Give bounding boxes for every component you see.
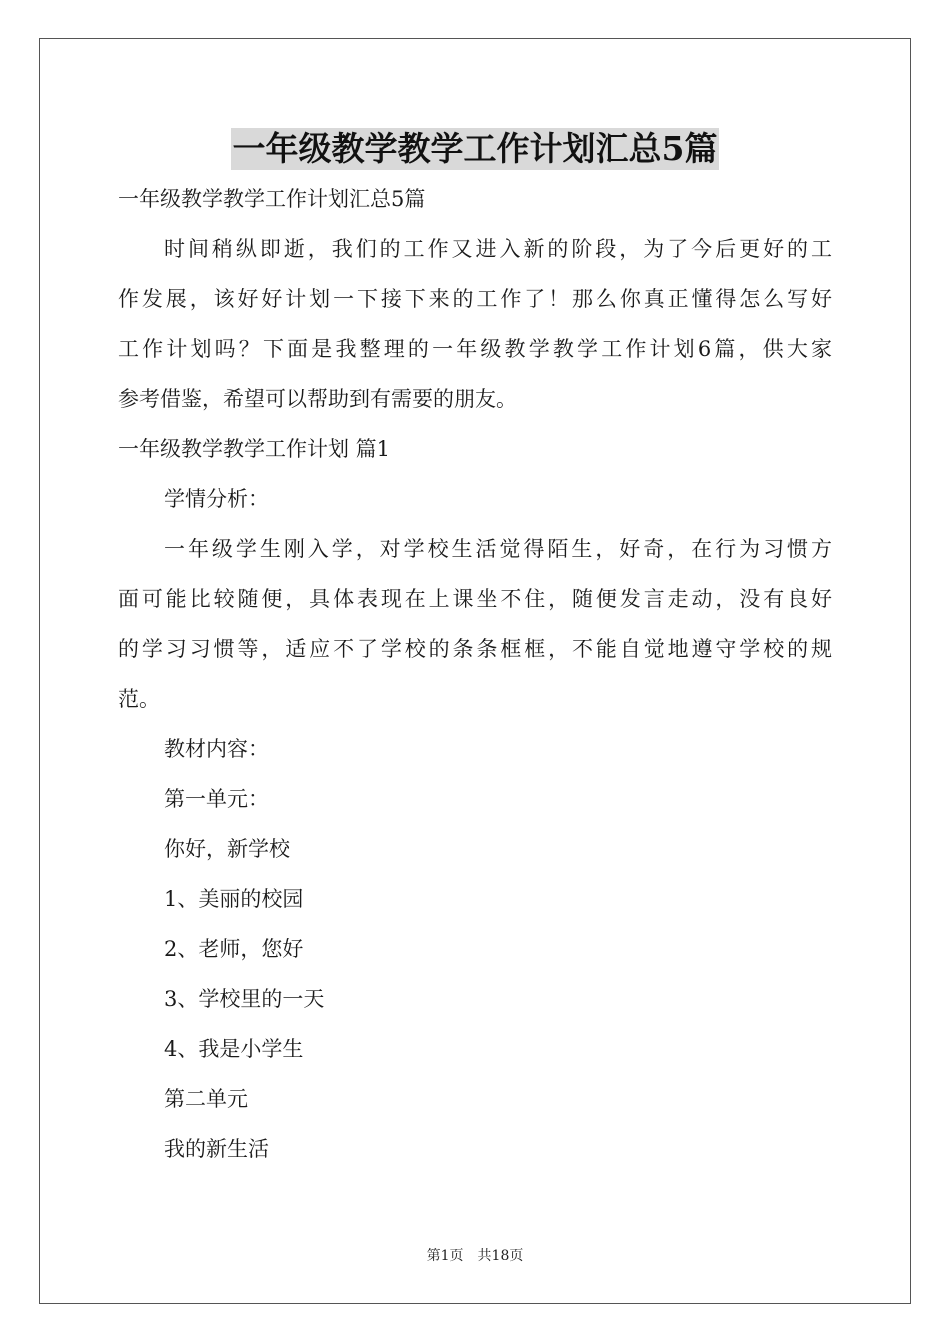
document-subtitle: 一年级教学教学工作计划汇总5篇 [118, 187, 426, 211]
content-label: 教材内容： [164, 737, 269, 761]
title-container [0, 128, 950, 170]
intro-line: 工作计划吗？下面是我整理的一年级教学教学工作计划6篇，供大家 [118, 337, 832, 361]
section-heading: 一年级教学教学工作计划 篇1 [118, 437, 391, 461]
intro-line: 作发展，该好好计划一下接下来的工作了！那么你真正懂得怎么写好 [118, 287, 832, 311]
analysis-line: 面可能比较随便，具体表现在上课坐不住，随便发言走动，没有良好 [118, 587, 832, 611]
analysis-line: 一年级学生刚入学，对学校生活觉得陌生，好奇，在行为习惯方 [164, 537, 832, 561]
unit1-title: 你好，新学校 [164, 837, 290, 861]
intro-line: 时间稍纵即逝，我们的工作又进入新的阶段，为了今后更好的工 [164, 237, 832, 261]
unit1-label: 第一单元： [164, 787, 269, 811]
analysis-label: 学情分析： [164, 487, 269, 511]
analysis-line: 的学习习惯等，适应不了学校的条条框框，不能自觉地遵守学校的规 [118, 637, 832, 661]
unit1-item: 2、老师，您好 [164, 937, 304, 961]
page-border [39, 38, 911, 1304]
intro-line: 参考借鉴，希望可以帮助到有需要的朋友。 [118, 387, 517, 411]
unit2-title: 我的新生活 [164, 1137, 269, 1161]
unit1-item: 4、我是小学生 [164, 1037, 304, 1061]
document-title: 一年级教学教学工作计划汇总5篇 [232, 129, 718, 168]
unit1-item: 3、学校里的一天 [164, 987, 325, 1011]
page-footer: 第1页 共18页 [426, 1248, 524, 1264]
analysis-line: 范。 [118, 687, 160, 711]
unit1-item: 1、美丽的校园 [164, 887, 304, 911]
unit2-label: 第二单元 [164, 1087, 248, 1111]
